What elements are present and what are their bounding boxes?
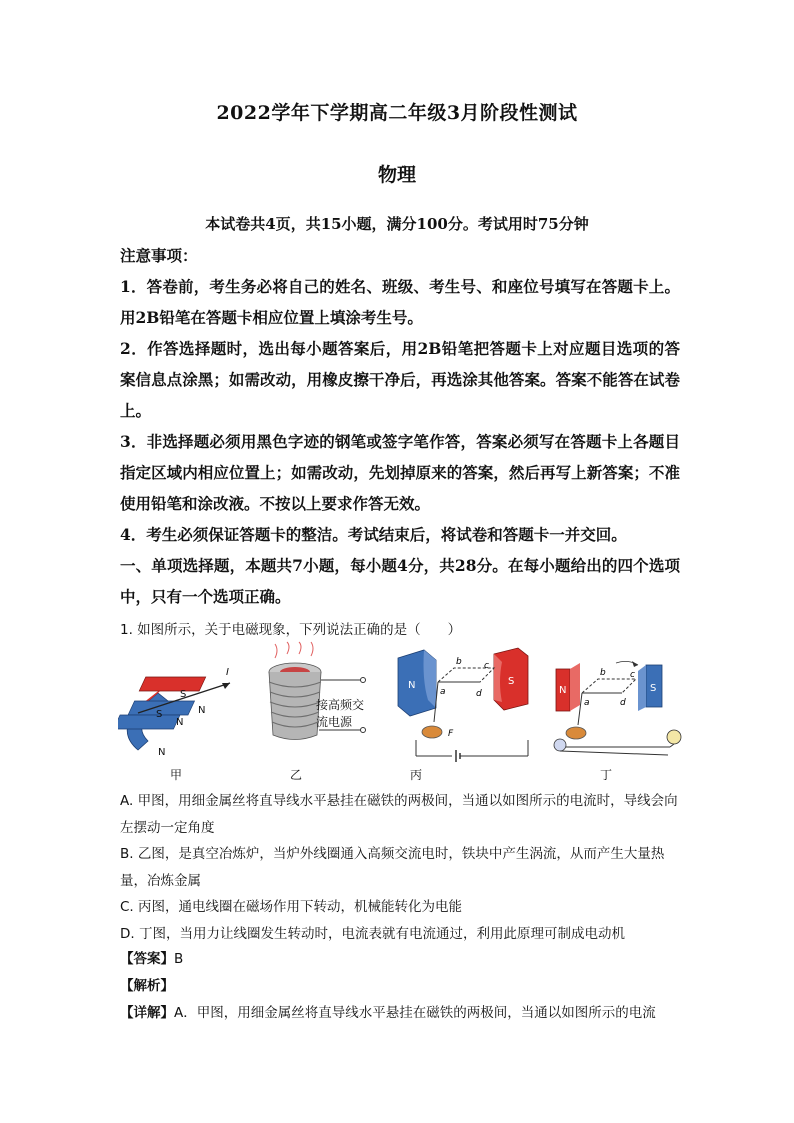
subject-title: 物理 <box>377 164 416 186</box>
note-item: 4．考生必须保证答题卡的整洁。考试结束后，将试卷和答题卡一并交回。 <box>120 525 627 544</box>
label-b: b <box>456 657 462 667</box>
detail-label: 【详解】 <box>120 1005 174 1021</box>
label-n3: N <box>158 747 166 758</box>
label-n1: N <box>176 717 184 728</box>
detail-line <box>120 1000 680 1027</box>
label-b: b <box>600 668 606 678</box>
label-n: N <box>559 685 567 696</box>
label-c: c <box>630 670 635 680</box>
caption-bing: 丙 <box>410 768 423 782</box>
page-title: 2022学年下学期高二年级3月阶段性测试 <box>216 102 578 124</box>
label-s: S <box>650 683 657 694</box>
caption-jia: 甲 <box>170 768 183 782</box>
label-s2: S <box>180 689 187 700</box>
answer-line <box>120 946 680 973</box>
figure-bing <box>396 640 536 765</box>
instructions <box>120 240 680 612</box>
answer-section <box>120 946 680 1027</box>
option-a: A. 甲图，用细金属丝将直导线水平悬挂在磁铁的两极间，当通以如图所示的电流时，导线会向左摆动一定角度 <box>120 793 678 836</box>
option-b: B. 乙图，是真空冶炼炉，当炉外线圈通入高频交流电时，铁块中产生涡流，从而产生大量热量，冶炼金属 <box>120 846 665 889</box>
label-n: N <box>408 680 416 691</box>
label-a: a <box>584 698 590 708</box>
exam-intro: 本试卷共4页，共15小题，满分100分。考试用时75分钟 <box>205 215 589 233</box>
power-label-line1: 接高频交 <box>316 698 365 712</box>
label-s: S <box>508 676 515 687</box>
label-n2: N <box>198 705 206 716</box>
detail-text: A．甲图，用细金属丝将直导线水平悬挂在磁铁的两极间，当通以如图所示的电流 <box>174 1005 656 1021</box>
label-a: a <box>440 687 446 697</box>
note-item: 3．非选择题必须用黑色字迹的钢笔或签字笔作答，答案必须写在答题卡上各题目指定区域内相应位置上；如需改动，先划掉原来的答案，然后再写上新答案；不准使用铅笔和涂改液。不按以上要求作答无效。 <box>120 432 680 513</box>
notes-heading: 注意事项： <box>120 246 198 265</box>
label-c: c <box>484 661 489 671</box>
section-heading: 一、单项选择题，本题共7小题，每小题4分，共28分。在每小题给出的四个选项中，只有一个选项正确。 <box>120 556 680 606</box>
analysis-label: 【解析】 <box>120 978 174 994</box>
caption-yi: 乙 <box>290 768 303 782</box>
answer-label: 【答案】 <box>120 951 174 967</box>
question-figures <box>118 640 688 785</box>
power-label-line2: 流电源 <box>316 715 353 729</box>
question-stem: 1. 如图所示，关于电磁现象，下列说法正确的是（ ） <box>120 622 462 638</box>
answer-options <box>120 788 680 947</box>
note-item: 2．作答选择题时，选出每小题答案后，用2B铅笔把答题卡上对应题目选项的答案信息点涂黑；如需改动，用橡皮擦干净后，再选涂其他答案。答案不能答在试卷上。 <box>120 339 680 420</box>
label-s1: S <box>156 709 163 720</box>
figure-ding <box>550 655 685 765</box>
note-item: 1．答卷前，考生务必将自己的姓名、班级、考生号、和座位号填写在答题卡上。用2B铅笔在答题卡相应位置上填涂考生号。 <box>120 277 680 327</box>
label-current: I <box>226 667 229 678</box>
power-label <box>316 697 364 731</box>
caption-ding: 丁 <box>600 768 613 782</box>
label-d: d <box>476 689 482 699</box>
option-c: C. 丙图，通电线圈在磁场作用下转动，机械能转化为电能 <box>120 899 463 915</box>
figure-jia <box>118 655 243 765</box>
answer-value: B <box>174 951 184 967</box>
label-f: F <box>448 729 454 739</box>
option-d: D. 丁图，当用力让线圈发生转动时，电流表就有电流通过，利用此原理可制成电动机 <box>120 925 625 942</box>
label-d: d <box>620 698 626 708</box>
